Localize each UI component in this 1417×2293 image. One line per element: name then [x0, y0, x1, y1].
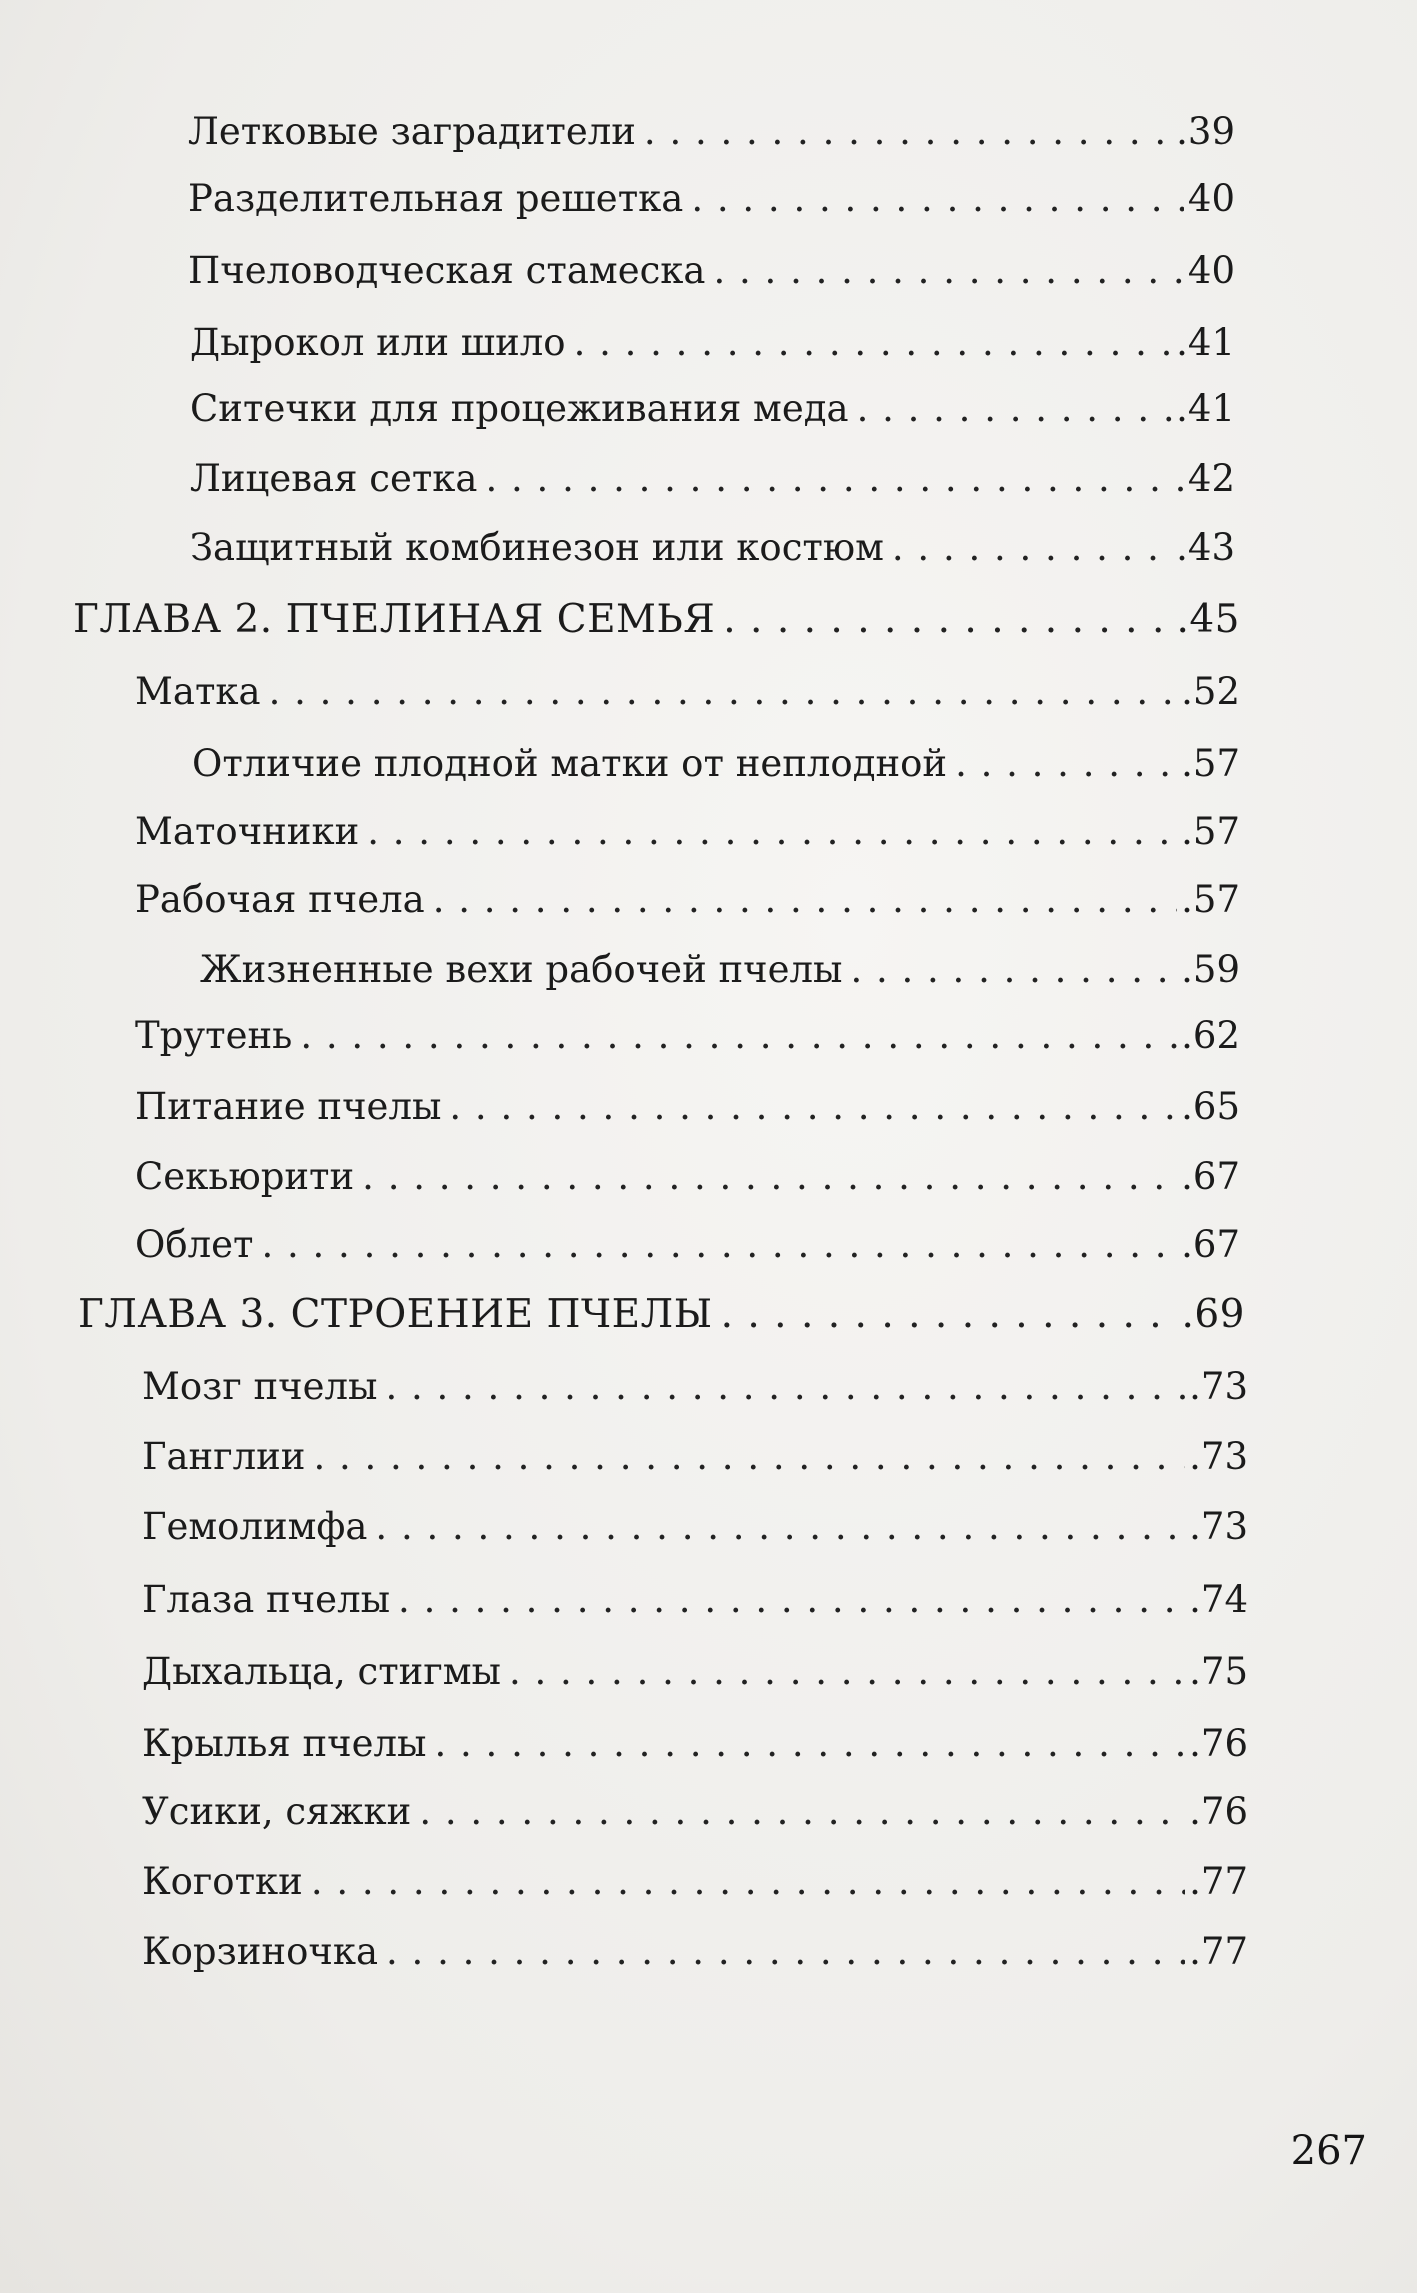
dot-leader: [721, 1292, 1178, 1338]
toc-entry-page: .57: [1181, 878, 1240, 921]
toc-entry-page: .73: [1189, 1505, 1248, 1548]
toc-entry-title: Лицевая сетка: [190, 457, 478, 500]
dot-leader: [574, 320, 1173, 366]
toc-entry-title: Корзиночка: [142, 1930, 379, 1973]
dot-leader: [398, 1577, 1185, 1623]
toc-entry: [142, 1775, 1248, 1835]
toc-entry: [188, 234, 1235, 294]
dot-leader: [375, 1504, 1185, 1550]
dot-leader: [691, 176, 1184, 222]
dot-leader: [449, 1084, 1177, 1130]
toc-entry: [135, 655, 1240, 715]
toc-entry: [135, 795, 1240, 855]
dot-leader: [644, 109, 1172, 155]
toc-entry-page: .52: [1181, 670, 1240, 713]
toc-entry: [190, 372, 1235, 432]
toc-entry-page: 42: [1187, 457, 1235, 500]
toc-entry: [135, 1070, 1240, 1130]
toc-entry: [188, 162, 1235, 222]
dot-leader: [367, 809, 1177, 855]
toc-entry-page: .62: [1181, 1014, 1240, 1057]
toc-entry: [190, 306, 1235, 366]
toc-entry: [142, 1635, 1248, 1695]
toc-entry: [142, 1915, 1248, 1975]
toc-entry-page: .67: [1181, 1223, 1240, 1266]
toc-entry-title: Питание пчелы: [135, 1085, 442, 1128]
dot-leader: [435, 1721, 1186, 1767]
toc-entry-page: .57: [1181, 810, 1240, 853]
toc-entry-page: .41: [1176, 321, 1235, 364]
toc-entry-page: .43: [1176, 526, 1235, 569]
toc-entry-title: Секьюрити: [135, 1155, 355, 1198]
toc-entry-title: Ситечки для процеживания меда: [190, 387, 849, 430]
page-number: 267: [1290, 2128, 1367, 2174]
dot-leader: [714, 248, 1184, 294]
dot-leader: [386, 1929, 1185, 1975]
toc-entry: [188, 95, 1235, 155]
toc-entry: [142, 1563, 1248, 1623]
toc-entry-title: Пчеловодческая стамеска: [188, 249, 706, 292]
toc-entry-page: .45: [1176, 597, 1240, 642]
toc-entry-page: .77: [1189, 1860, 1248, 1903]
toc-entry-title: Маточники: [135, 810, 360, 853]
toc-entry-page: .39: [1176, 110, 1235, 153]
toc-entry-title: Облет: [135, 1223, 254, 1266]
toc-entry-title: ГЛАВА 3. СТРОЕНИЕ ПЧЕЛЫ: [78, 1292, 713, 1337]
toc-entry-title: Летковые заградители: [188, 110, 636, 153]
dot-leader: [261, 1222, 1177, 1268]
toc-entry: [142, 1490, 1248, 1550]
toc-entry-page: .73: [1189, 1365, 1248, 1408]
toc-entry: [142, 1845, 1248, 1905]
toc-entry: [135, 863, 1240, 923]
toc-entry-page: .76: [1189, 1722, 1248, 1765]
toc-entry-page: .76: [1189, 1790, 1248, 1833]
toc-entry-page: .69: [1181, 1292, 1245, 1337]
dot-leader: [433, 877, 1177, 923]
dot-leader: [857, 386, 1173, 432]
toc-entry: [142, 1707, 1248, 1767]
toc-entry-title: Защитный комбинезон или костюм: [190, 526, 884, 569]
toc-entry-title: Гемолимфа: [142, 1505, 368, 1548]
toc-entry-title: Дырокол или шило: [190, 321, 566, 364]
dot-leader: [313, 1434, 1185, 1480]
toc-entry: [135, 1140, 1240, 1200]
dot-leader: [486, 456, 1184, 502]
toc-entry-title: Жизненные вехи рабочей пчелы: [200, 948, 843, 991]
toc-entry-page: 40: [1187, 249, 1235, 292]
dot-leader: [723, 597, 1172, 643]
toc-entry-title: Разделительная решетка: [188, 177, 684, 220]
toc-entry-title: Глаза пчелы: [142, 1578, 391, 1621]
toc-chapter: [78, 1278, 1245, 1338]
toc-entry: [190, 511, 1235, 571]
toc-entry-page: .77: [1189, 1930, 1248, 1973]
dot-leader: [311, 1859, 1185, 1905]
toc-entry: [142, 1350, 1248, 1410]
toc-entry: [190, 442, 1235, 502]
dot-leader: [892, 525, 1172, 571]
toc-entry-title: ГЛАВА 2. ПЧЕЛИНАЯ СЕМЬЯ: [73, 597, 716, 642]
toc-entry-title: Матка: [135, 670, 261, 713]
toc-entry-title: Коготки: [142, 1860, 303, 1903]
toc-entry-title: Крылья пчелы: [142, 1722, 427, 1765]
toc-entry-title: Мозг пчелы: [142, 1365, 378, 1408]
toc-entry-page: .75: [1189, 1650, 1248, 1693]
toc-entry: [135, 1208, 1240, 1268]
dot-leader: [385, 1364, 1185, 1410]
dot-leader: [850, 947, 1177, 993]
toc-entry-title: Отличие плодной матки от неплодной: [192, 742, 948, 785]
toc-entry-page: .73: [1189, 1435, 1248, 1478]
dot-leader: [419, 1789, 1185, 1835]
toc-entry-page: .67: [1181, 1155, 1240, 1198]
dot-leader: [362, 1154, 1177, 1200]
toc-entry-page: .65: [1181, 1085, 1240, 1128]
toc-entry-title: Трутень: [135, 1014, 293, 1057]
toc-entry: [200, 933, 1240, 993]
toc-entry-title: Ганглии: [142, 1435, 306, 1478]
toc-entry-title: Рабочая пчела: [135, 878, 425, 921]
toc-entry-page: 40: [1187, 177, 1235, 220]
toc-entry-title: Усики, сяжки: [142, 1790, 412, 1833]
toc-chapter: [73, 583, 1240, 643]
toc-entry-page: .57: [1181, 742, 1240, 785]
toc-entry-page: .74: [1189, 1578, 1248, 1621]
toc-entry-page: .41: [1176, 387, 1235, 430]
dot-leader: [955, 741, 1177, 787]
dot-leader: [269, 669, 1178, 715]
dot-leader: [300, 1013, 1177, 1059]
toc-entry-page: .59: [1181, 948, 1240, 991]
toc-entry: [142, 1420, 1248, 1480]
toc-entry-title: Дыхальца, стигмы: [142, 1650, 501, 1693]
dot-leader: [509, 1649, 1185, 1695]
toc-entry: [135, 999, 1240, 1059]
toc-entry: [192, 727, 1240, 787]
